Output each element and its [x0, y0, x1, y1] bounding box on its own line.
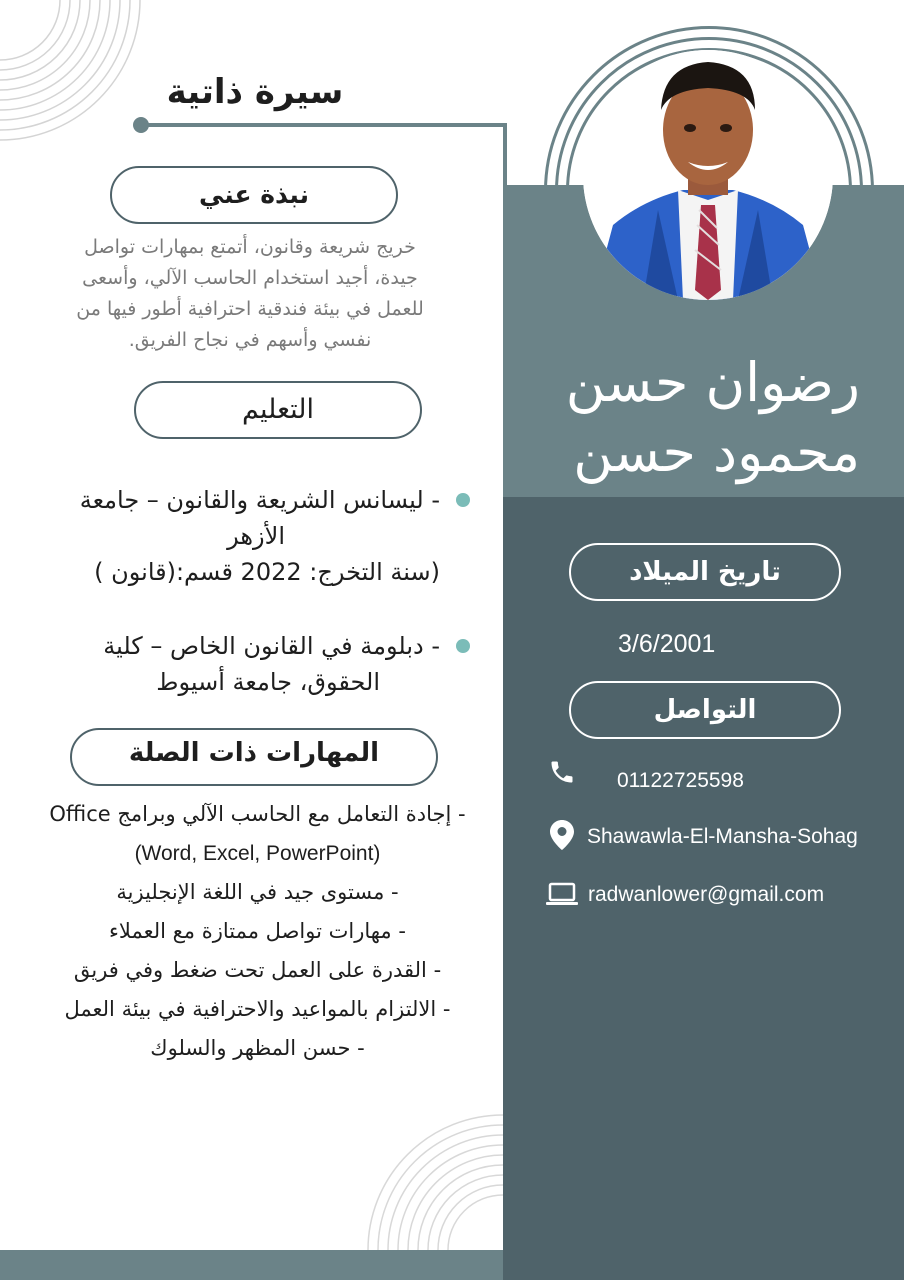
about-line: نفسي وأسهم في نجاح الفريق.: [128, 329, 372, 351]
title-connector-line-vertical: [503, 123, 507, 187]
bullet-icon: [456, 493, 470, 507]
title-connector-dot: [133, 117, 149, 133]
education-line: الأزهر: [227, 522, 285, 550]
about-line: جيدة، أجيد استخدام الحاسب الآلي، وأسعى: [82, 267, 418, 289]
location-pin-icon: [550, 820, 574, 850]
education-line: (سنة التخرج: 2022 قسم:(قانون ): [94, 558, 440, 586]
skill-item: - إجادة التعامل مع الحاسب الآلي وبرامج Office: [49, 802, 466, 826]
about-heading-label: نبذة عني: [198, 180, 310, 209]
education-line: - ليسانس الشريعة والقانون – جامعة: [79, 486, 440, 514]
education-heading-label: التعليم: [242, 394, 314, 425]
contact-email[interactable]: radwanlower@gmail.com: [588, 883, 825, 906]
laptop-icon: [545, 882, 579, 908]
about-line: للعمل في بيئة فندقية احترافية أطور فيها من: [76, 298, 424, 320]
name-line: محمود حسن: [573, 421, 860, 484]
bottom-strip: [0, 1250, 503, 1280]
skill-item: - حسن المظهر والسلوك: [150, 1036, 365, 1060]
contact-location: Shawawla-El-Mansha-Sohag: [587, 825, 858, 848]
phone-icon: [548, 758, 576, 786]
skill-item: - القدرة على العمل تحت ضغط وفي فريق: [73, 958, 442, 982]
education-line: - دبلومة في القانون الخاص – كلية: [103, 632, 440, 660]
skill-item: - الالتزام بالمواعيد والاحترافية في بيئة العمل: [64, 997, 451, 1021]
skills-heading-label: المهارات ذات الصلة: [128, 738, 380, 768]
skills-list: [20, 795, 495, 1068]
birthdate-value: 3/6/2001: [618, 630, 716, 658]
skills-heading: [70, 728, 438, 786]
education-heading: [134, 381, 422, 439]
decorative-arcs-bottom: [360, 1110, 503, 1250]
name-line: رضوان حسن: [565, 351, 860, 414]
skill-item: - مهارات تواصل ممتازة مع العملاء: [109, 919, 406, 943]
birthdate-heading: [569, 543, 841, 601]
contact-heading: [569, 681, 841, 739]
profile-name: [510, 348, 860, 488]
contact-phone[interactable]: 01122725598: [617, 769, 744, 792]
about-heading: [110, 166, 398, 224]
about-line: خريج شريعة وقانون، أتمتع بمهارات تواصل: [84, 236, 416, 258]
birthdate-heading-label: تاريخ الميلاد: [629, 557, 781, 587]
education-item: [20, 482, 440, 590]
education-item: [20, 628, 440, 700]
profile-photo: [583, 50, 833, 300]
page-title: سيرة ذاتية: [166, 72, 344, 112]
education-line: الحقوق، جامعة أسيوط: [156, 668, 380, 696]
skill-item: - مستوى جيد في اللغة الإنجليزية: [116, 880, 399, 904]
skill-item: (Word, Excel, PowerPoint): [134, 842, 381, 865]
about-text: [20, 232, 480, 356]
title-connector-line: [141, 123, 507, 127]
contact-heading-label: التواصل: [653, 695, 757, 725]
decorative-arcs-top-left: [0, 0, 150, 150]
bullet-icon: [456, 639, 470, 653]
